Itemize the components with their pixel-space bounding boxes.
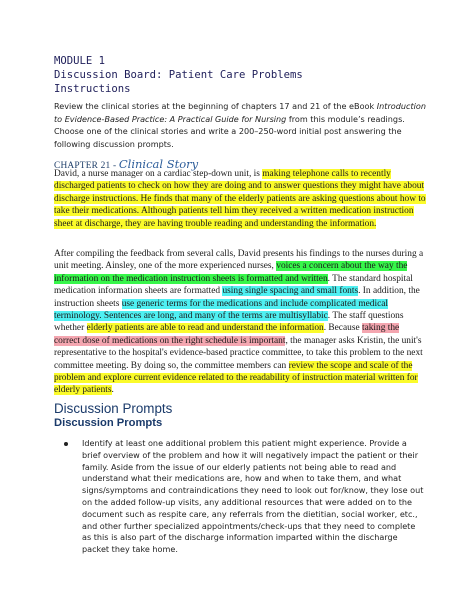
highlight-cyan: using single spacing and small fonts: [222, 286, 359, 297]
discussion-prompts-heading: Discussion Prompts: [54, 401, 173, 416]
story-text: .: [111, 385, 114, 396]
prompt-text: Identify at least one additional problem this patient might experience. Provide a brief overview of the problem and how it will negatively impact the patient or their family. Aside from the issue of our elderly patients not being able to read and understand what their medications are, how and when to take them, and what signs/symptoms and contraindications they need to look out for/know, they lose out on the added follow-up visits, any additional resources that were added on to the document such as respite care, any referrals from the dietitian, social worker, etc., and other further specialized appointments/check-ups that they need to complete as this is also part of the discharge information imparted within the discharge packet they take home.: [82, 438, 424, 555]
instructions-paragraph: [54, 100, 426, 150]
highlight-yellow: elderly patients are able to read and understand the information: [86, 323, 324, 334]
story-text: After compiling the feedback from several calls, David presents his findings to the nurses during a unit meeting. Ainsley, one of the more experienced nurses,: [54, 249, 424, 272]
instructions-label: Instructions: [54, 82, 131, 95]
chapter-number: CHAPTER 21 -: [54, 161, 119, 171]
discussion-prompts-subheading: Discussion Prompts: [54, 417, 163, 429]
highlight-pink: taking the correct dose of medications on the right schedule is important: [54, 323, 400, 346]
story-text: . The staff questions whether: [54, 311, 404, 334]
highlight-yellow: making telephone calls to recently discharged patients to check on how they are doing and to answer questions they might have about discharge instructions. He finds that many of the elderly patients are asking questions about how to take their medications. Although patients tell him they received a written medication instruction sheet at discharge, they are having trouble reading and understanding the information.: [54, 169, 426, 229]
bullet-icon: [64, 442, 68, 446]
highlight-yellow: review the scope and scale of the problem and explore current evidence related to the readability of instruction material written for elderly patients: [54, 360, 418, 396]
list-item: [60, 438, 426, 556]
board-title: Discussion Board: Patient Care Problems: [54, 68, 303, 81]
story-text: , the manager asks Kristin, the unit's representative to the hospital's evidence-based practice committee, to take this problem to the next committee meeting. By doing so, the committee members can: [54, 335, 423, 371]
intro-text-start: Review the clinical stories at the beginning of chapters 17 and 21 of the eBook: [54, 101, 377, 111]
module-title: MODULE 1: [54, 55, 106, 67]
story-paragraph-1: [54, 168, 426, 230]
story-paragraph-2: [54, 248, 426, 397]
highlight-cyan: use generic terms for the medications and include complicated medical terminology. Sentences are long, and many of the terms are multisyllabic: [54, 298, 389, 322]
chapter-title: Clinical Story: [118, 157, 199, 171]
story-text: . Because: [323, 323, 362, 334]
story-text: David, a nurse manager on a cardiac step-down unit, is: [54, 169, 263, 179]
ebook-title: Introduction to Evidence-Based Practice: A Practical Guide for Nursing: [54, 101, 426, 124]
intro-text-end: from this module’s readings. Choose one of the clinical stories and write a 200–250-word initial post answering the following discussion prompts.: [54, 113, 405, 149]
prompt-list: [60, 438, 426, 556]
highlight-green: voices a concern about the way the information on the medication instruction sheets is formatted and written: [54, 261, 408, 284]
module-header: [54, 55, 303, 96]
story-text: . In addition, the instruction sheets: [54, 286, 420, 309]
story-text: . The standard hospital medication information sheets are formatted: [54, 273, 413, 297]
